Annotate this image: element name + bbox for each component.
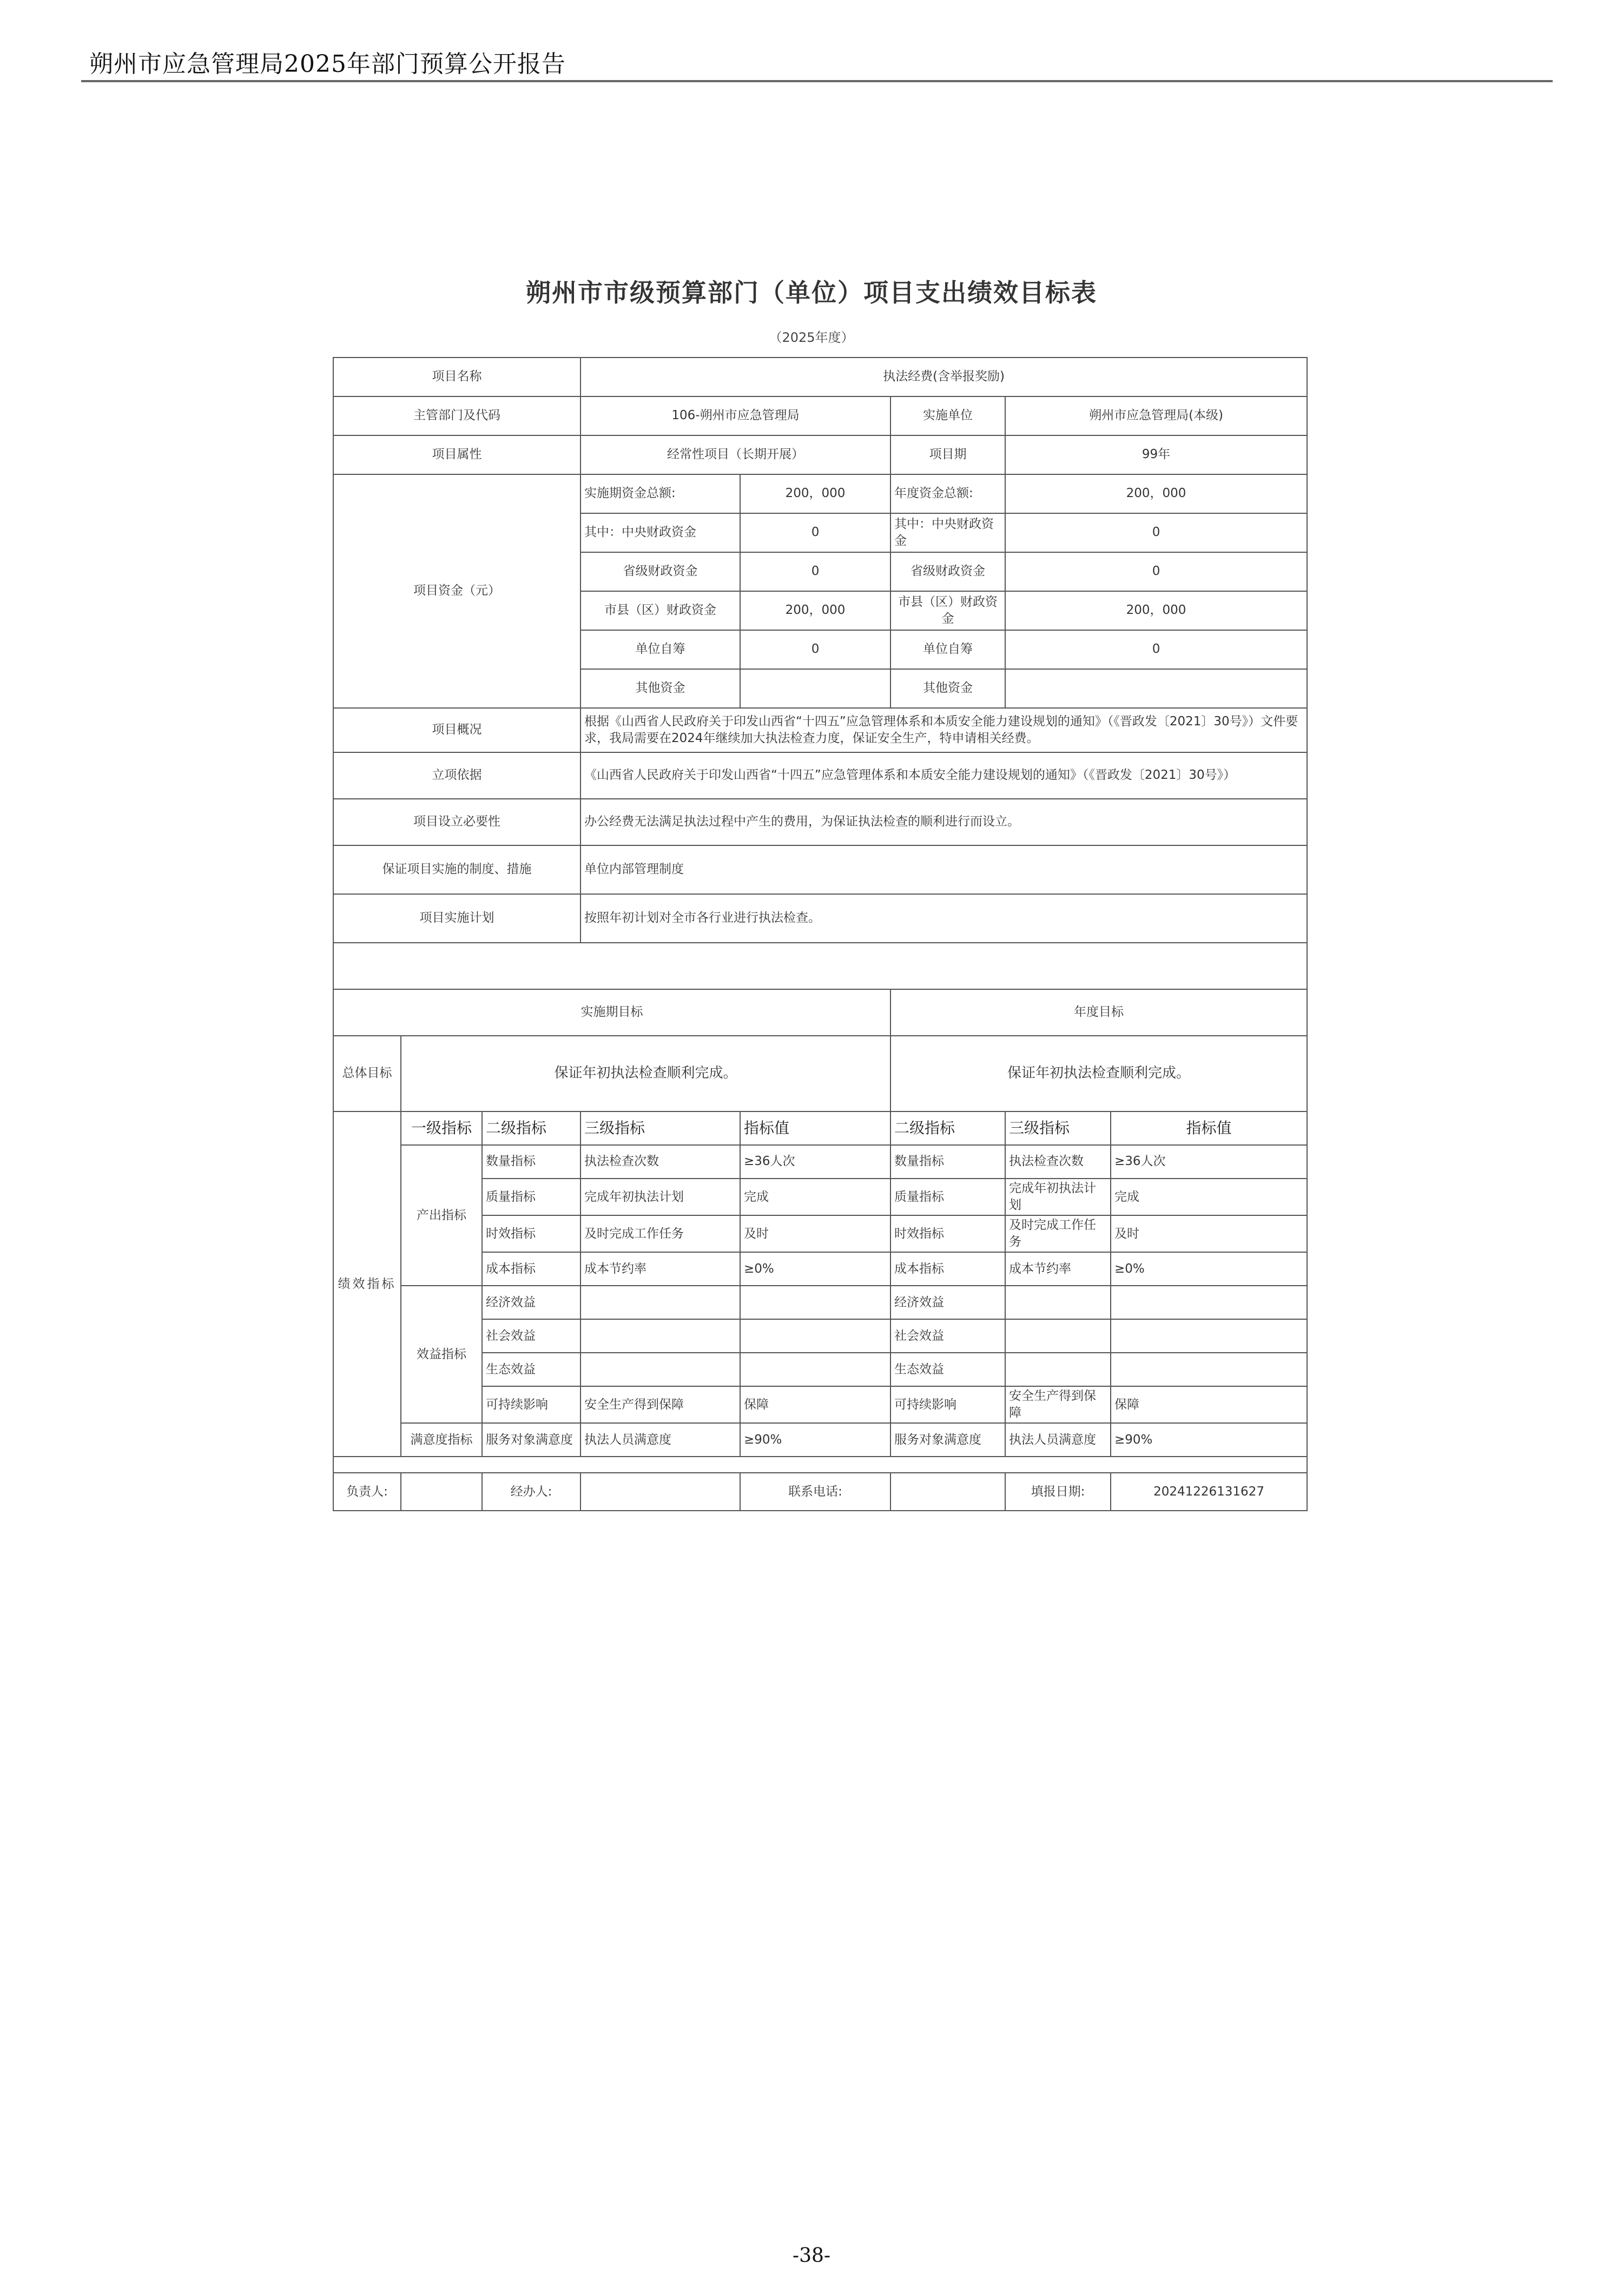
- level3-cell: 执法人员满意度: [580, 1423, 740, 1457]
- valueb-cell: ≥0%: [1111, 1252, 1307, 1286]
- date-label: 填报日期:: [1005, 1473, 1111, 1511]
- funds-total-label: 实施期资金总额:: [580, 474, 740, 513]
- level3b-cell: 完成年初执法计划: [1005, 1179, 1111, 1215]
- level2-cell: 经济效益: [482, 1286, 580, 1319]
- value-cell: 完成: [740, 1179, 890, 1215]
- basis-text: 《山西省人民政府关于印发山西省“十四五”应急管理体系和本质安全能力建设规划的通知》（《晋政发〔2021〕30号》）: [584, 768, 1236, 783]
- row-plan: [333, 894, 1307, 943]
- project-name-label: 项目名称: [333, 358, 580, 396]
- valueb-cell: ≥36人次: [1111, 1145, 1307, 1179]
- annual-self-value: 0: [1005, 630, 1307, 669]
- level2b-cell: 质量指标: [890, 1179, 1005, 1215]
- level2b-cell: 服务对象满意度: [890, 1423, 1005, 1457]
- output-indicator-label: 产出指标: [401, 1145, 482, 1286]
- value-cell: 及时: [740, 1215, 890, 1252]
- value-cell: [740, 1353, 890, 1386]
- annual-target-header: 年度目标: [890, 989, 1307, 1036]
- overall-annual-target: 保证年初执法检查顺利完成。: [890, 1036, 1307, 1111]
- level2b-cell: 经济效益: [890, 1286, 1005, 1319]
- funds-central-label: 其中：中央财政资金: [580, 513, 740, 552]
- level3-cell: [580, 1319, 740, 1353]
- funds-self-value: 0: [740, 630, 890, 669]
- level3b-cell: [1005, 1286, 1111, 1319]
- valueb-cell: 保障: [1111, 1386, 1307, 1423]
- row-footer: [333, 1473, 1307, 1511]
- col-level3b-header: 三级指标: [1005, 1111, 1111, 1145]
- impl-unit-label: 实施单位: [890, 396, 1005, 435]
- row-indicator-headers: [333, 1111, 1307, 1145]
- annual-other-value: [1005, 669, 1307, 708]
- col-level2b-header: 二级指标: [890, 1111, 1005, 1145]
- funds-city-value: 200，000: [740, 591, 890, 630]
- valueb-cell: 完成: [1111, 1179, 1307, 1215]
- funds-other-value: [740, 669, 890, 708]
- table-row: [333, 1145, 1307, 1179]
- level2-cell: 服务对象满意度: [482, 1423, 580, 1457]
- table-row: [333, 1286, 1307, 1319]
- impl-unit-value: 朔州市应急管理局(本级): [1005, 396, 1307, 435]
- attribute-value: 经常性项目（长期开展）: [580, 435, 890, 474]
- overview-cell: [580, 708, 1307, 752]
- department-value: 106-朔州市应急管理局: [580, 396, 890, 435]
- level2b-cell: 数量指标: [890, 1145, 1005, 1179]
- overview-label: 项目概况: [333, 708, 580, 752]
- level3-cell: 成本节约率: [580, 1252, 740, 1286]
- level3b-cell: [1005, 1319, 1111, 1353]
- col-valueb-header: 指标值: [1111, 1111, 1307, 1145]
- level3-cell: [580, 1286, 740, 1319]
- valueb-cell: 及时: [1111, 1215, 1307, 1252]
- annual-central-label: 其中：中央财政资金: [890, 513, 1005, 552]
- row-spacer: [333, 1457, 1307, 1473]
- valueb-cell: [1111, 1319, 1307, 1353]
- row-attribute: [333, 435, 1307, 474]
- spacer-cell: [333, 1457, 1307, 1473]
- row-basis: [333, 752, 1307, 799]
- annual-provincial-value: 0: [1005, 552, 1307, 591]
- measures-text: 单位内部管理制度: [580, 845, 1307, 894]
- level2b-cell: 成本指标: [890, 1252, 1005, 1286]
- overview-text: 根据《山西省人民政府关于印发山西省“十四五”应急管理体系和本质安全能力建设规划的通知》（《晋政发〔2021〕30号》）文件要求，我局需要在2024年继续加大执法检查力度，保证安全生产，特申请相关经费。: [584, 714, 1298, 745]
- value-cell: [740, 1319, 890, 1353]
- annual-other-label: 其他资金: [890, 669, 1005, 708]
- level3b-cell: [1005, 1353, 1111, 1386]
- row-measures: [333, 845, 1307, 894]
- basis-cell: [580, 752, 1307, 799]
- period-value: 99年: [1005, 435, 1307, 474]
- row-overview: [333, 708, 1307, 752]
- row-necessity: [333, 799, 1307, 845]
- necessity-text: 办公经费无法满足执法过程中产生的费用，为保证执法检查的顺利进行而设立。: [580, 799, 1307, 845]
- col-level2-header: 二级指标: [482, 1111, 580, 1145]
- department-label: 主管部门及代码: [333, 396, 580, 435]
- level2-cell: 质量指标: [482, 1179, 580, 1215]
- level2-cell: 数量指标: [482, 1145, 580, 1179]
- annual-city-value: 200，000: [1005, 591, 1307, 630]
- blank-cell: [333, 943, 1307, 989]
- phone-label: 联系电话:: [740, 1473, 890, 1511]
- level2-cell: 时效指标: [482, 1215, 580, 1252]
- level3b-cell: 安全生产得到保障: [1005, 1386, 1111, 1423]
- plan-text: 按照年初计划对全市各行业进行执法检查。: [580, 894, 1307, 943]
- annual-total-value: 200，000: [1005, 474, 1307, 513]
- annual-self-label: 单位自筹: [890, 630, 1005, 669]
- owner-value: [401, 1473, 482, 1511]
- benefit-indicator-label: 效益指标: [401, 1286, 482, 1423]
- funds-provincial-label: 省级财政资金: [580, 552, 740, 591]
- necessity-label: 项目设立必要性: [333, 799, 580, 845]
- level3-cell: 及时完成工作任务: [580, 1215, 740, 1252]
- row-department: [333, 396, 1307, 435]
- header-divider: [81, 80, 1553, 82]
- row-project-name: [333, 358, 1307, 396]
- funds-self-label: 单位自筹: [580, 630, 740, 669]
- annual-provincial-label: 省级财政资金: [890, 552, 1005, 591]
- measures-label: 保证项目实施的制度、措施: [333, 845, 580, 894]
- level3-cell: 完成年初执法计划: [580, 1179, 740, 1215]
- project-name-value: 执法经费(含举报奖励): [580, 358, 1307, 396]
- basis-label: 立项依据: [333, 752, 580, 799]
- value-cell: ≥36人次: [740, 1145, 890, 1179]
- performance-indicator-label: 绩效指标: [333, 1111, 401, 1457]
- plan-label: 项目实施计划: [333, 894, 580, 943]
- valueb-cell: [1111, 1353, 1307, 1386]
- level2-cell: 可持续影响: [482, 1386, 580, 1423]
- period-target-header: 实施期目标: [333, 989, 890, 1036]
- row-target-headers: [333, 989, 1307, 1036]
- funds-total-value: 200，000: [740, 474, 890, 513]
- overall-period-target: 保证年初执法检查顺利完成。: [401, 1036, 890, 1111]
- level3b-cell: 执法人员满意度: [1005, 1423, 1111, 1457]
- attribute-label: 项目属性: [333, 435, 580, 474]
- level2b-cell: 时效指标: [890, 1215, 1005, 1252]
- value-cell: ≥0%: [740, 1252, 890, 1286]
- table-row: [333, 1423, 1307, 1457]
- report-header-title: 朔州市应急管理局2025年部门预算公开报告: [89, 50, 566, 78]
- period-label: 项目期: [890, 435, 1005, 474]
- col-value-header: 指标值: [740, 1111, 890, 1145]
- value-cell: ≥90%: [740, 1423, 890, 1457]
- level2b-cell: 生态效益: [890, 1353, 1005, 1386]
- handler-value: [580, 1473, 740, 1511]
- level2-cell: 生态效益: [482, 1353, 580, 1386]
- annual-total-label: 年度资金总额:: [890, 474, 1005, 513]
- funds-other-label: 其他资金: [580, 669, 740, 708]
- level2b-cell: 可持续影响: [890, 1386, 1005, 1423]
- funds-label: 项目资金（元）: [333, 474, 580, 708]
- level2-cell: 社会效益: [482, 1319, 580, 1353]
- col-level3-header: 三级指标: [580, 1111, 740, 1145]
- phone-value: [890, 1473, 1005, 1511]
- document-title: 朔州市市级预算部门（单位）项目支出绩效目标表: [526, 278, 1097, 307]
- row-overall-target: [333, 1036, 1307, 1111]
- satisfaction-indicator-label: 满意度指标: [401, 1423, 482, 1457]
- annual-city-label: 市县（区）财政资金: [890, 591, 1005, 630]
- valueb-cell: ≥90%: [1111, 1423, 1307, 1457]
- level3b-cell: 及时完成工作任务: [1005, 1215, 1111, 1252]
- annual-central-value: 0: [1005, 513, 1307, 552]
- overall-target-label: 总体目标: [333, 1036, 401, 1111]
- performance-target-table: [333, 357, 1308, 1511]
- funds-city-label: 市县（区）财政资金: [580, 591, 740, 630]
- funds-central-value: 0: [740, 513, 890, 552]
- level3-cell: 执法检查次数: [580, 1145, 740, 1179]
- value-cell: [740, 1286, 890, 1319]
- level2-cell: 成本指标: [482, 1252, 580, 1286]
- page-number: -38-: [792, 2245, 831, 2267]
- row-funds-total: [333, 474, 1307, 513]
- valueb-cell: [1111, 1286, 1307, 1319]
- level3-cell: 安全生产得到保障: [580, 1386, 740, 1423]
- row-blank: [333, 943, 1307, 989]
- level3b-cell: 成本节约率: [1005, 1252, 1111, 1286]
- funds-provincial-value: 0: [740, 552, 890, 591]
- handler-label: 经办人:: [482, 1473, 580, 1511]
- level2b-cell: 社会效益: [890, 1319, 1005, 1353]
- owner-label: 负责人:: [333, 1473, 401, 1511]
- date-value: 20241226131627: [1111, 1473, 1307, 1511]
- document-year: （2025年度）: [769, 330, 854, 345]
- value-cell: 保障: [740, 1386, 890, 1423]
- level3b-cell: 执法检查次数: [1005, 1145, 1111, 1179]
- col-level1-header: 一级指标: [401, 1111, 482, 1145]
- level3-cell: [580, 1353, 740, 1386]
